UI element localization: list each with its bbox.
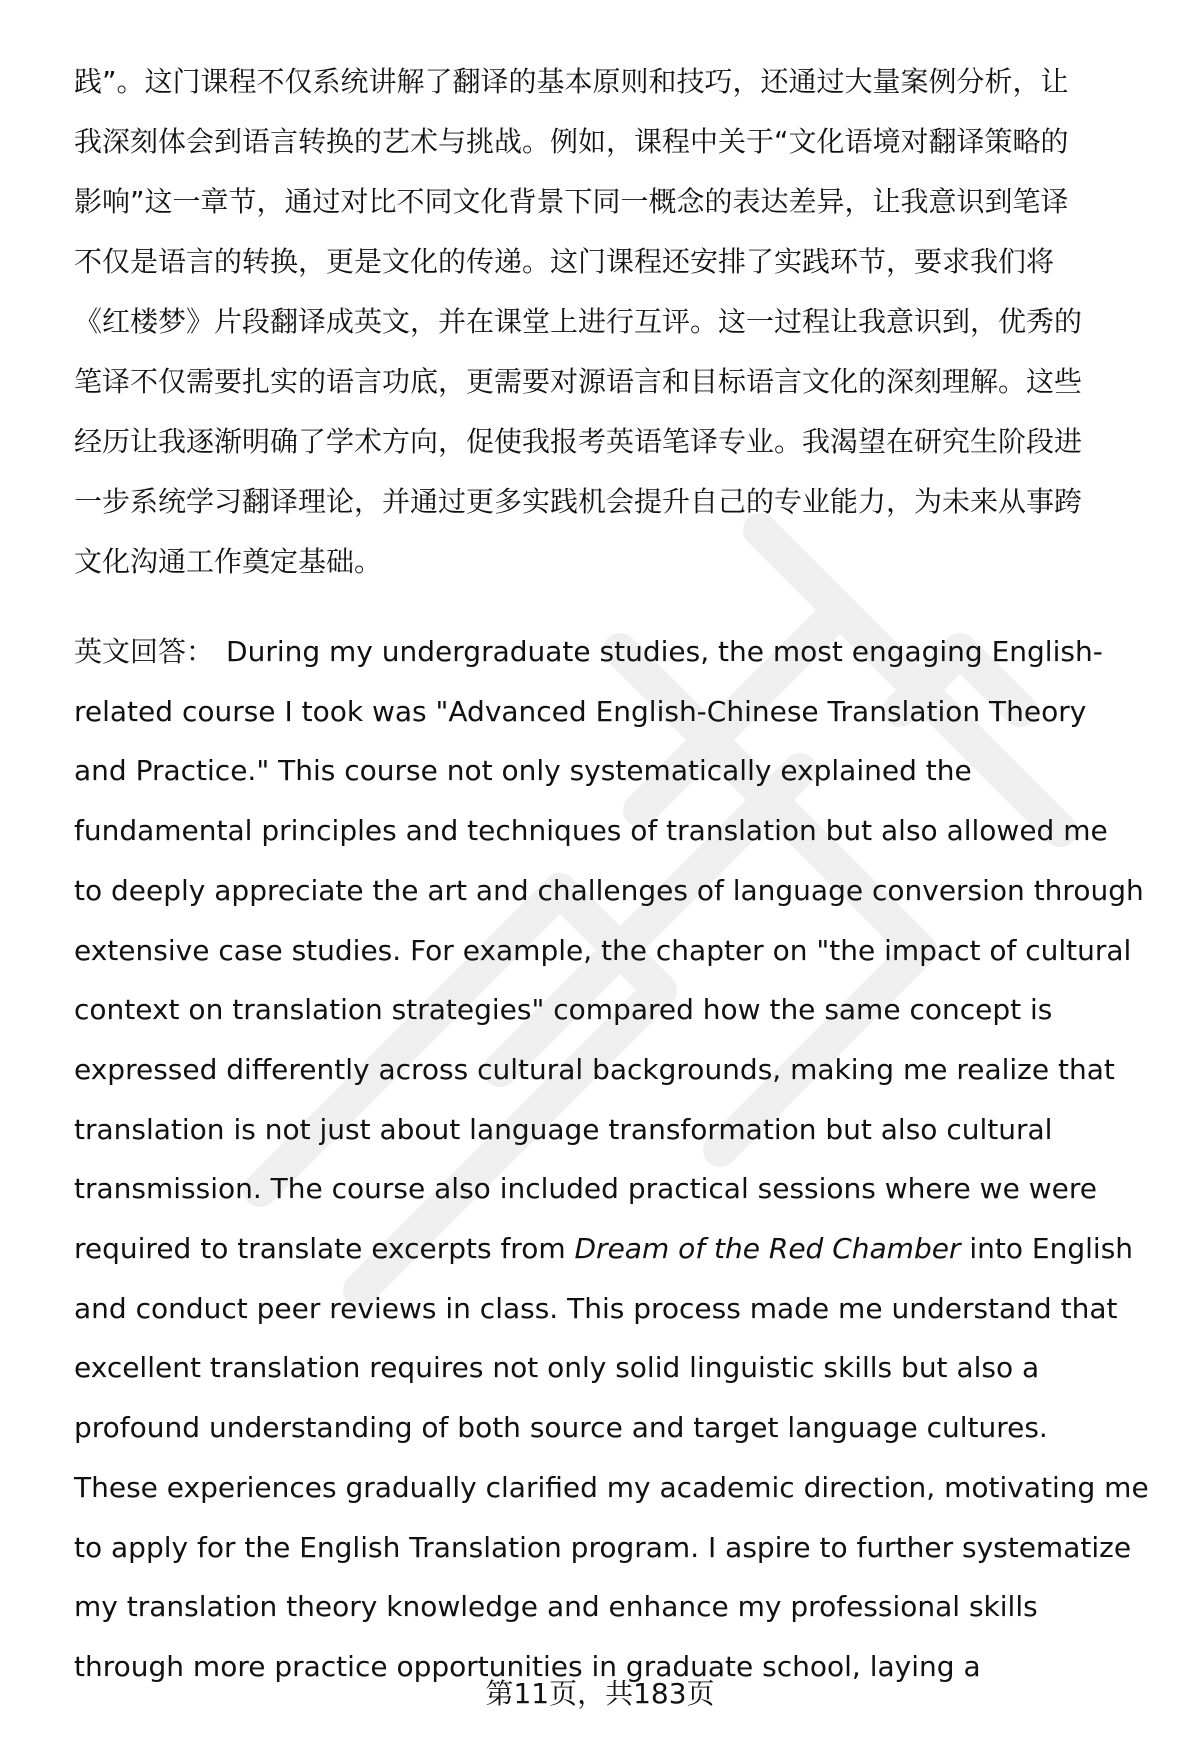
title-line-prefix: required to translate excerpts from: [74, 1232, 575, 1266]
english-text-line: transmission. The course also included practical sessions where we were: [74, 1172, 1097, 1206]
chinese-text-line: 文化沟通工作奠定基础。: [74, 545, 383, 578]
english-text-line: [74, 622, 1164, 682]
english-text-line: my translation theory knowledge and enhance my professional skills: [74, 1590, 1038, 1624]
chinese-text-line: 经历让我逐渐明确了学术方向，促使我报考英语笔译专业。我渴望在研究生阶段进: [74, 425, 1083, 458]
title-line-suffix: into English: [960, 1232, 1134, 1266]
english-text-line: and conduct peer reviews in class. This process made me understand that: [74, 1291, 1118, 1325]
chinese-text-line: 践”。这门课程不仅系统讲解了翻译的基本原则和技巧，还通过大量案例分析，让: [74, 65, 1069, 98]
chinese-text-line: 我深刻体会到语言转换的艺术与挑战。例如，课程中关于“文化语境对翻译策略的: [74, 125, 1069, 158]
english-text-line: related course I took was "Advanced English-Chinese Translation Theory: [74, 694, 1087, 728]
english-text-line: translation is not just about language transformation but also cultural: [74, 1112, 1053, 1146]
english-text-line: to apply for the English Translation program. I aspire to further systematize: [74, 1530, 1132, 1564]
english-answer-paragraph: [74, 622, 1164, 1697]
chinese-answer-paragraph: [74, 52, 1164, 592]
english-answer-label: 英文回答：: [74, 635, 215, 668]
english-text-line: profound understanding of both source and target language cultures.: [74, 1411, 1048, 1445]
book-title: Dream of the Red Chamber: [574, 1232, 961, 1266]
document-page: [74, 52, 1164, 1697]
english-text-line: to deeply appreciate the art and challenges of language conversion through: [74, 873, 1144, 907]
english-text-line: through more practice opportunities in graduate school, laying a: [74, 1649, 981, 1683]
english-text-line: expressed differently across cultural backgrounds, making me realize that: [74, 1052, 1115, 1086]
chinese-text-line: 影响”这一章节，通过对比不同文化背景下同一概念的表达差异，让我意识到笔译: [74, 185, 1069, 218]
chinese-text-line: 《红楼梦》片段翻译成英文，并在课堂上进行互评。这一过程让我意识到，优秀的: [74, 305, 1083, 338]
english-text-line: extensive case studies. For example, the chapter on "the impact of cultural: [74, 933, 1132, 967]
english-text-line: context on translation strategies" compared how the same concept is: [74, 993, 1053, 1027]
chinese-text-line: 不仅是语言的转换，更是文化的传递。这门课程还安排了实践环节，要求我们将: [74, 245, 1055, 278]
chinese-text-line: 一步系统学习翻译理论，并通过更多实践机会提升自己的专业能力，为未来从事跨: [74, 485, 1083, 518]
english-text-line: [74, 1219, 1164, 1279]
english-first-line-text: During my undergraduate studies, the most engaging English-: [226, 635, 1103, 668]
page-number-footer: 第11页，共183页: [485, 1677, 715, 1710]
english-text-line: These experiences gradually clarified my academic direction, motivating me: [74, 1470, 1149, 1504]
english-text-line: fundamental principles and techniques of translation but also allowed me: [74, 814, 1108, 848]
english-text-line: excellent translation requires not only solid linguistic skills but also a: [74, 1351, 1040, 1385]
chinese-text-line: 笔译不仅需要扎实的语言功底，更需要对源语言和目标语言文化的深刻理解。这些: [74, 365, 1083, 398]
english-text-line: and Practice." This course not only systematically explained the: [74, 754, 972, 788]
